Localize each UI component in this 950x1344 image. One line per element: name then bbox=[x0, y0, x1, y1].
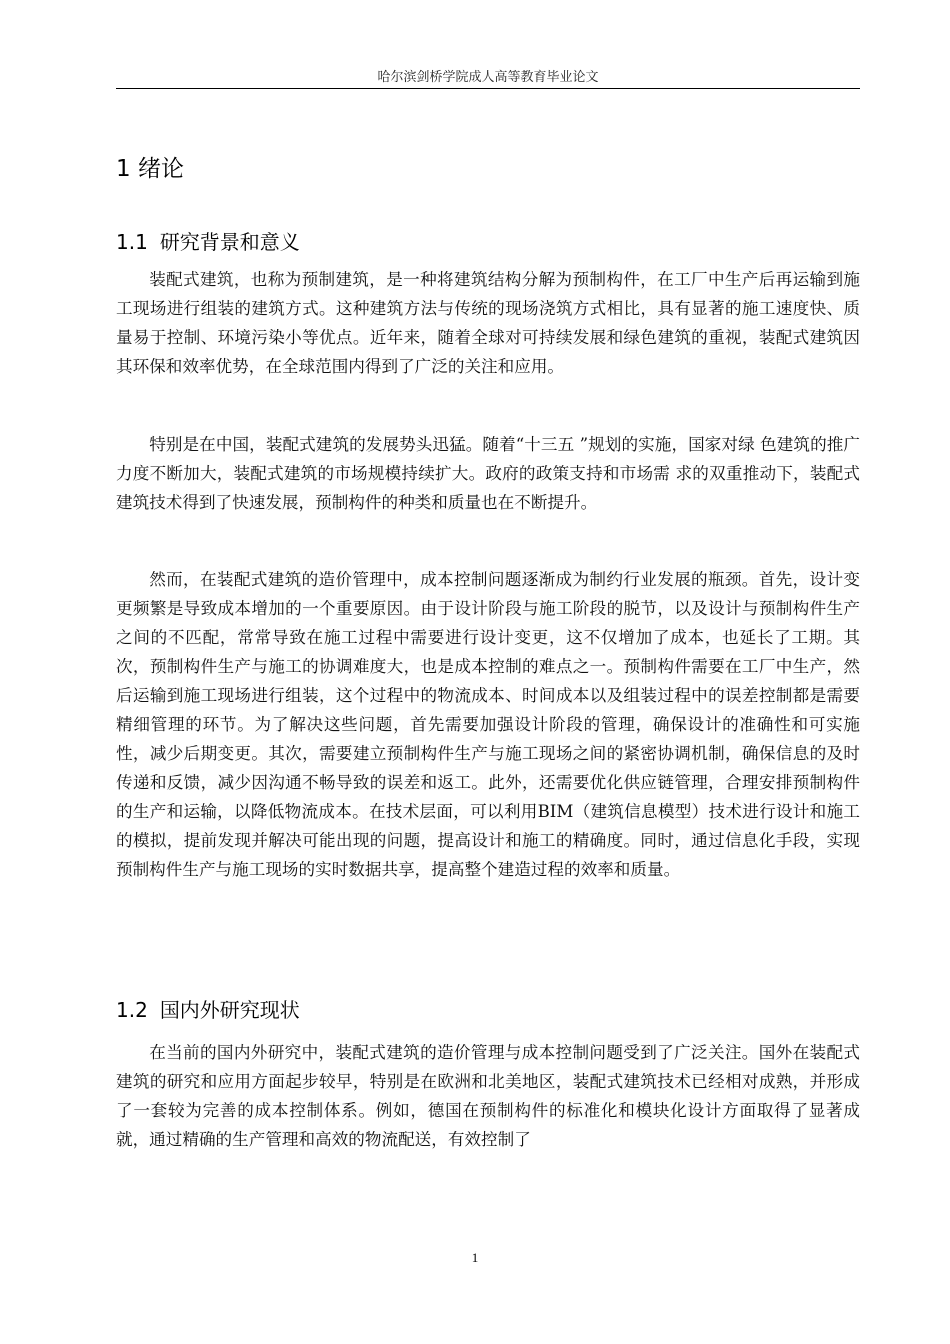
page-number: 1 bbox=[471, 1250, 479, 1265]
paragraph: 特别是在中国，装配式建筑的发展势头迅猛。随着“十三五 ”规划的实施，国家对绿 色建筑的推广力度不断加大，装配式建筑的市场规模持续扩大。政府的政策支持和市场需 求的双重推动下，装配式建筑技术得到了快速发展，预制构件的种类和质量也在不断提升。 bbox=[116, 435, 860, 512]
chapter-title: 1 绪论 bbox=[116, 156, 184, 182]
paragraph: 然而，在装配式建筑的造价管理中，成本控制问题逐渐成为制约行业发展的瓶颈。首先，设计变更频繁是导致成本增加的一个重要原因。由于设计阶段与施工阶段的脱节，以及设计与预制构件生产之间的不匹配，常常导致在施工过程中需要进行设计变更，这不仅增加了成本，也延长了工期。其次，预制构件生产与施工的协调难度大，也是成本控制的难点之一。预制构件需要在工厂中生产，然后运输到施工现场进行组装，这个过程中的物流成本、时间成本以及组装过程中的误差控制都是需要精细管理的环节。为了解决这些问题，首先需要加强设计阶段的管理，确保设计的准确性和可实施性，减少后期变更。其次，需要建立预制构件生产与施工现场之间的紧密协调机制，确保信息的及时传递和反馈，减少因沟通不畅导致的误差和返工。此外，还需要优化供应链管理，合理安排预制构件的生产和运输，以降低物流成本。在技术层面，可以利用BIM（建筑信息模型）技术进行设计和施工的模拟，提前发现并解决可能出现的问题，提高设计和施工的精确度。同时，通过信息化手段，实现预制构件生产与施工现场的实时数据共享，提高整个建造过程的效率和质量。 bbox=[116, 570, 860, 879]
section-title: 国内外研究现状 bbox=[159, 998, 300, 1022]
section-number: 1.1 bbox=[116, 230, 148, 254]
paragraph: 在当前的国内外研究中，装配式建筑的造价管理与成本控制问题受到了广泛关注。国外在装配式建筑的研究和应用方面起步较早，特别是在欧洲和北美地区，装配式建筑技术已经相对成熟，并形成了一套较为完善的成本控制体系。例如，德国在预制构件的标准化和模块化设计方面取得了显著成就，通过精确的生产管理和高效的物流配送，有效控制了 bbox=[116, 1043, 860, 1149]
section-number: 1.2 bbox=[116, 998, 148, 1022]
section-heading-1-1 bbox=[116, 226, 300, 255]
running-header: 哈尔滨剑桥学院成人高等教育毕业论文 bbox=[377, 70, 599, 85]
section-heading-1-2 bbox=[116, 994, 300, 1023]
header-rule bbox=[116, 88, 860, 89]
paragraph: 装配式建筑，也称为预制建筑，是一种将建筑结构分解为预制构件，在工厂中生产后再运输到施工现场进行组装的建筑方式。这种建筑方法与传统的现场浇筑方式相比，具有显著的施工速度快、质量易于控制、环境污染小等优点。近年来，随着全球对可持续发展和绿色建筑的重视，装配式建筑因其环保和效率优势，在全球范围内得到了广泛的关注和应用。 bbox=[116, 270, 860, 376]
section-title: 研究背景和意义 bbox=[159, 230, 300, 254]
